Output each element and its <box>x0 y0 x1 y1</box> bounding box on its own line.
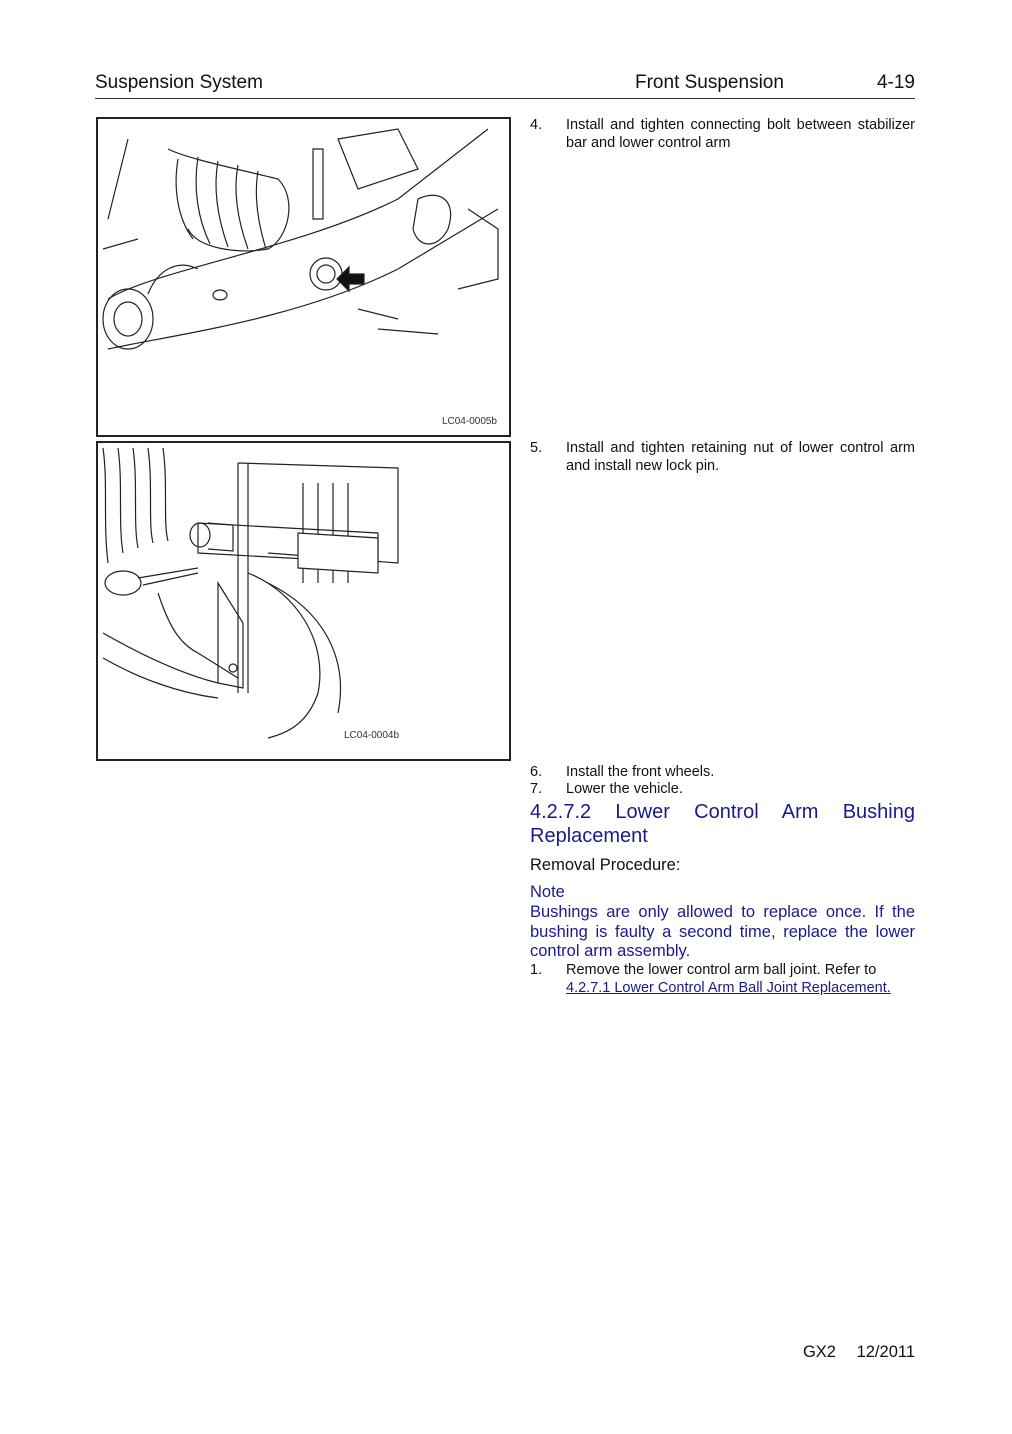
step-text: Lower the vehicle. <box>566 781 683 797</box>
step-5 <box>530 439 915 475</box>
step-text: Install and tighten connecting bolt between stabilizer bar and lower control arm <box>566 117 915 151</box>
removal-step-1-link-row <box>530 979 915 997</box>
note-title: Note <box>530 883 565 901</box>
step-number: 5. <box>530 440 543 456</box>
ball-joint-replacement-link[interactable]: 4.2.7.1 Lower Control Arm Ball Joint Replacement. <box>566 980 891 996</box>
step-text: Remove the lower control arm ball joint. Refer to <box>566 962 877 978</box>
note-text: Bushings are only allowed to replace once. If the bushing is faulty a second time, replace the lower control arm assembly. <box>530 903 915 960</box>
page-number: 4-19 <box>876 72 915 93</box>
chapter-title: Suspension System <box>95 72 263 93</box>
step-text: Install and tighten retaining nut of lower control arm and install new lock pin. <box>566 440 915 474</box>
figure-stabilizer-bolt <box>96 117 511 437</box>
step-number: 4. <box>530 117 543 133</box>
page-header <box>95 72 915 99</box>
removal-step-1 <box>530 961 915 979</box>
step-6 <box>530 763 915 781</box>
step-number: 7. <box>530 781 543 797</box>
step-number: 6. <box>530 764 543 780</box>
section-heading: 4.2.7.2 Lower Control Arm Bushing Replacement <box>530 801 915 847</box>
page-footer <box>803 1343 915 1362</box>
procedure-subheading: Removal Procedure: <box>530 856 681 874</box>
figure-code: LC04-0005b <box>441 416 497 427</box>
revision-date: 12/2011 <box>856 1343 915 1361</box>
step-text: Install the front wheels. <box>566 764 715 780</box>
model-code: GX2 <box>802 1343 836 1361</box>
step-4 <box>530 116 915 152</box>
step-7 <box>530 780 915 798</box>
figure-code: LC04-0004b <box>344 730 400 741</box>
section-title: Front Suspension <box>635 72 784 93</box>
figure-retaining-nut <box>96 441 511 761</box>
control-arm-illustration <box>98 119 509 435</box>
step-number: 1. <box>530 962 543 978</box>
knuckle-illustration <box>98 443 509 759</box>
